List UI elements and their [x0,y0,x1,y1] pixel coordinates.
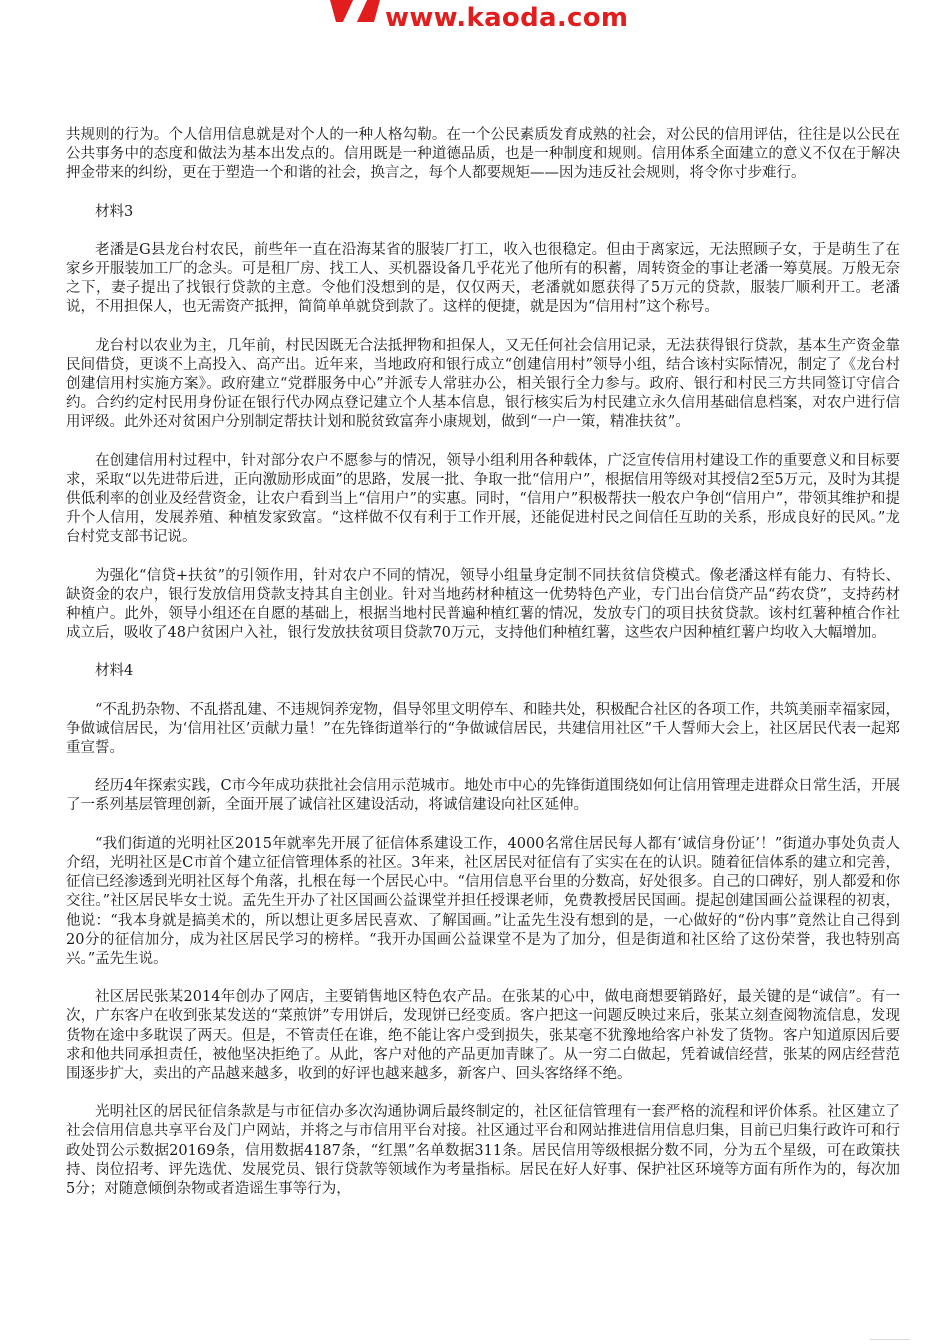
kaoda-logo-mark [330,0,380,22]
paragraph: 老潘是G县龙台村农民，前些年一直在沿海某省的服装厂打工，收入也很稳定。但由于离家远，无法照顾子女，于是萌生了在家乡开服装加工厂的念头。可是租厂房、找工人、买机器设备几乎花光了他所有的积蓄，周转资金的事让老潘一筹莫展。万般无奈之下，妻子提出了找银行贷款的主意。令他们没想到的是，仅仅两天，老潘就如愿获得了5万元的贷款，服装厂顺利开工。老潘说，不用担保人，也无需资产抵押，简简单单就贷到款了。这样的便捷，就是因为“信用村”这个称号。 [66,241,900,316]
page-header [0,0,950,44]
document-body [66,126,900,1218]
paragraph: 经历4年探索实践，C市今年成功获批社会信用示范城市。地处市中心的先锋街道围绕如何让信用管理走进群众日常生活，开展了一系列基层管理创新，全面开展了诚信社区建设活动，将诚信建设向社区延伸。 [66,778,900,814]
paragraph-continuation: 共规则的行为。个人信用信息就是对个人的一种人格勾勒。在一个公民素质发育成熟的社会，对公民的信用评估，往往是以公民在公共事务中的态度和做法为基本出发点的。信用既是一种道德品质，也是一种制度和规则。信用体系全面建立的意义不仅在于解决押金带来的纠纷，更在于塑造一个和谐的社会，换言之，每个人都要规矩——因为违反社会规则，将令你寸步难行。 [66,127,900,182]
paragraph: “不乱扔杂物、不乱搭乱建、不违规饲养宠物，倡导邻里文明停车、和睦共处，积极配合社区的各项工作，共筑美丽幸福家园，争做诚信居民，为‘信用社区’贡献力量！”在先锋街道举行的“争做诚信居民，共建信用社区”千人誓师大会上，社区居民代表一起郑重宣誓。 [66,701,900,757]
paragraph: 为强化“信贷+扶贫”的引领作用，针对农户不同的情况，领导小组量身定制不同扶贫信贷模式。像老潘这样有能力、有特长、缺资金的农户，银行发放信用贷款支持其自主创业。针对当地药材种植这一优势特色产业，专门出台信贷产品“药农贷”，支持药材种植户。此外，领导小组还在自愿的基础上，根据当地村民普遍种植红薯的情况，发放专门的项目扶贫贷款。该村红薯种植合作社成立后，吸收了48户贫困户入社，银行发放扶贫项目贷款70万元，支持他们种植红薯，这些农户因种植红薯户均收入大幅增加。 [66,567,900,642]
paragraph: 社区居民张某2014年创办了网店，主要销售地区特色农产品。在张某的心中，做电商想要销路好，最关键的是“诚信”。有一次，广东客户在收到张某发送的“菜煎饼”专用饼后，发现饼已经变质。客户把这一问题反映过来后，张某立刻查阅物流信息，发现货物在途中多耽误了两天。但是，不管责任在谁，绝不能让客户受到损失，张某毫不犹豫地给客户补发了货物。客户知道原因后要求和他共同承担责任，被他坚决拒绝了。从此，客户对他的产品更加青睐了。从一穷二白做起，凭着诚信经营，张某的网店经营范围逐步扩大，卖出的产品越来越多，收到的好评也越来越多，新客户、回头客络绎不绝。 [66,989,900,1082]
section-heading-material-4: 材料4 [95,663,134,680]
paragraph: 光明社区的居民征信条款是与市征信办多次沟通协调后最终制定的，社区征信管理有一套严格的流程和评价体系。社区建立了社会信用信息共享平台及门户网站，并将之与市信用平台对接。社区通过平台和网站推进信用信息归集，目前已归集行政许可和行政处罚公示数据20169条，信用数据4187条，“红黑”名单数据311条。居民信用等级根据分数不同，分为五个星级，可在政策扶持、岗位招考、评先选优、发展党员、银行贷款等领域作为考量指标。居民在好人好事、保护社区环境等方面有所作为的，每次加5分；对随意倾倒杂物或者造谣生事等行为， [66,1104,900,1197]
paragraph: 在创建信用村过程中，针对部分农户不愿参与的情况，领导小组利用各种载体，广泛宣传信用村建设工作的重要意义和目标要求，采取“以先进带后进，正向激励形成面”的思路，发展一批、争取一批“信用户”，根据信用等级对其授信2至5万元，及时为其提供低利率的创业及经营资金，让农户看到当上“信用户”的实惠。同时，“信用户”积极帮扶一般农户争创“信用户”，带领其维护和提升个人信用，发展养殖、种植发家致富。“这样做不仅有利于工作开展，还能促进村民之间信任互助的关系，形成良好的民风。”龙台村党支部书记说。 [66,452,900,546]
paragraph: “我们街道的光明社区2015年就率先开展了征信体系建设工作，4000名常住居民每人都有‘诚信身份证’！”街道办事处负责人介绍，光明社区是C市首个建立征信管理体系的社区。3年来，社区居民对征信有了实实在在的认识。随着征信体系的建立和完善，征信已经渗透到光明社区每个角落，扎根在每一个居民心中。“信用信息平台里的分数高，好处很多。自己的口碑好，别人都爱和你交往。”社区居民毕女士说。孟先生开办了社区国画公益课堂并担任授课老师，免费教授居民国画。提起创建国画公益课程的初衷，他说：“我本身就是搞美术的，所以想让更多居民喜欢、了解国画。”让孟先生没有想到的是，一心做好的“份内事”竟然让自己得到20分的征信加分，成为社区居民学习的榜样。“我开办国画公益课堂不是为了加分，但是街道和社区给了这份荣誉，我也特别高兴。”孟先生说。 [66,835,900,967]
section-heading-material-3: 材料3 [95,203,134,220]
paragraph: 龙台村以农业为主，几年前，村民因既无合法抵押物和担保人，又无任何社会信用记录，无法获得银行贷款，基本生产资金靠民间借贷，更谈不上高投入、高产出。近年来，当地政府和银行成立“创建信用村”领导小组，结合该村实际情况，制定了《龙台村创建信用村实施方案》。政府建立“党群服务中心”并派专人常驻办公，相关银行全力参与。政府、银行和村民三方共同签订守信合约。合约约定村民用身份证在银行代办网点登记建立个人基本信息，银行核实后为村民建立永久信用基础信息档案，对农户进行信用评级。此外还对贫困户分别制定帮扶计划和脱贫致富奔小康规划，做到“一户一策，精准扶贫”。 [66,337,900,431]
site-url-logo[interactable]: www.kaoda.com [385,3,629,33]
page-divider [870,1339,910,1340]
